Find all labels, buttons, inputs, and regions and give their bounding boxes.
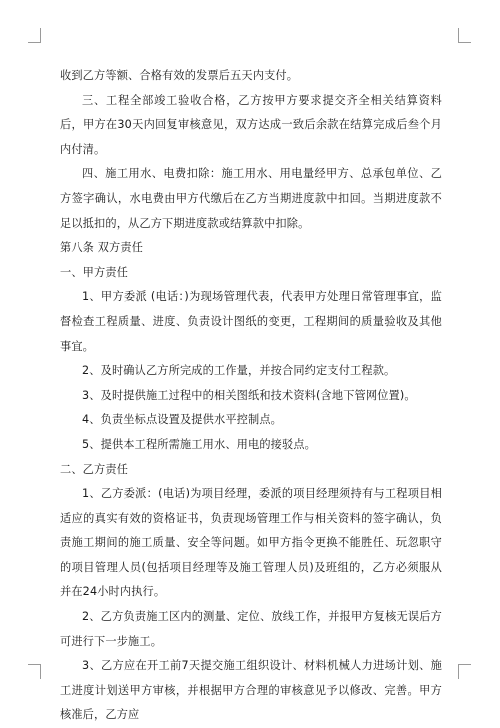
- subsection-heading: 一、甲方责任: [60, 265, 129, 279]
- crop-mark-bottom-right: [458, 664, 471, 679]
- crop-mark-bottom-left: [28, 664, 41, 679]
- list-item: 2、及时确认乙方所完成的工作量，并按合同约定支付工程款。: [82, 364, 396, 378]
- list-item: 4、负责坐标点设置及提供水平控制点。: [82, 413, 283, 427]
- list-item: 1、乙方委派：(电话)为项目经理，委派的项目经理须持有与工程项目相适应的真实有效的资格证书，负责现场管理工作与相关资料的签字确认，负责施工期间的施工质量、安全等问题。如甲方指令更换不能胜任、玩忽职守的项目管理人员(包括项目经理等及施工管理人员)及班组的，乙方必须服从并在24小时内执行。: [60, 487, 442, 599]
- paragraph: 四、施工用水、电费扣除：施工用水、用电量经甲方、总承包单位、乙方签字确认，水电费由甲方代缴后在乙方当期进度款中扣回。当期进度款不足以抵扣的，从乙方下期进度款或结算款中扣除。: [60, 167, 442, 230]
- list-item: 3、及时提供施工过程中的相关图纸和技术资料(含地下管网位置)。: [82, 388, 416, 402]
- list-item: 1、甲方委派 (电话：)为现场管理代表，代表甲方处理日常管理事宜，监督检查工程质量、进度、负责设计图纸的变更，工程期间的质量验收及其他事宜。: [60, 290, 442, 353]
- list-item: 2、乙方负责施工区内的测量、定位、放线工作，并报甲方复核无误后方可进行下一步施工。: [60, 610, 442, 648]
- list-item: 5、提供本工程所需施工用水、用电的接驳点。: [82, 437, 317, 451]
- crop-mark-top-right: [458, 28, 471, 43]
- paragraph: 收到乙方等额、合格有效的发票后五天内支付。: [60, 69, 299, 82]
- document-body: [60, 64, 442, 728]
- paragraph: 三、工程全部竣工验收合格，乙方按甲方要求提交齐全相关结算资料后，甲方在30天内回复审核意见，双方达成一致后余款在结算完成后叁个月内付清。: [60, 93, 442, 156]
- crop-mark-top-left: [28, 28, 41, 43]
- section-heading: 第八条 双方责任: [60, 241, 144, 255]
- list-item: 3、乙方应在开工前7天提交施工组织设计、材料机械人力进场计划、施工进度计划送甲方审核，并根据甲方合理的审核意见予以修改、完善。甲方核准后，乙方应: [60, 659, 442, 722]
- subsection-heading: 二、乙方责任: [60, 462, 129, 476]
